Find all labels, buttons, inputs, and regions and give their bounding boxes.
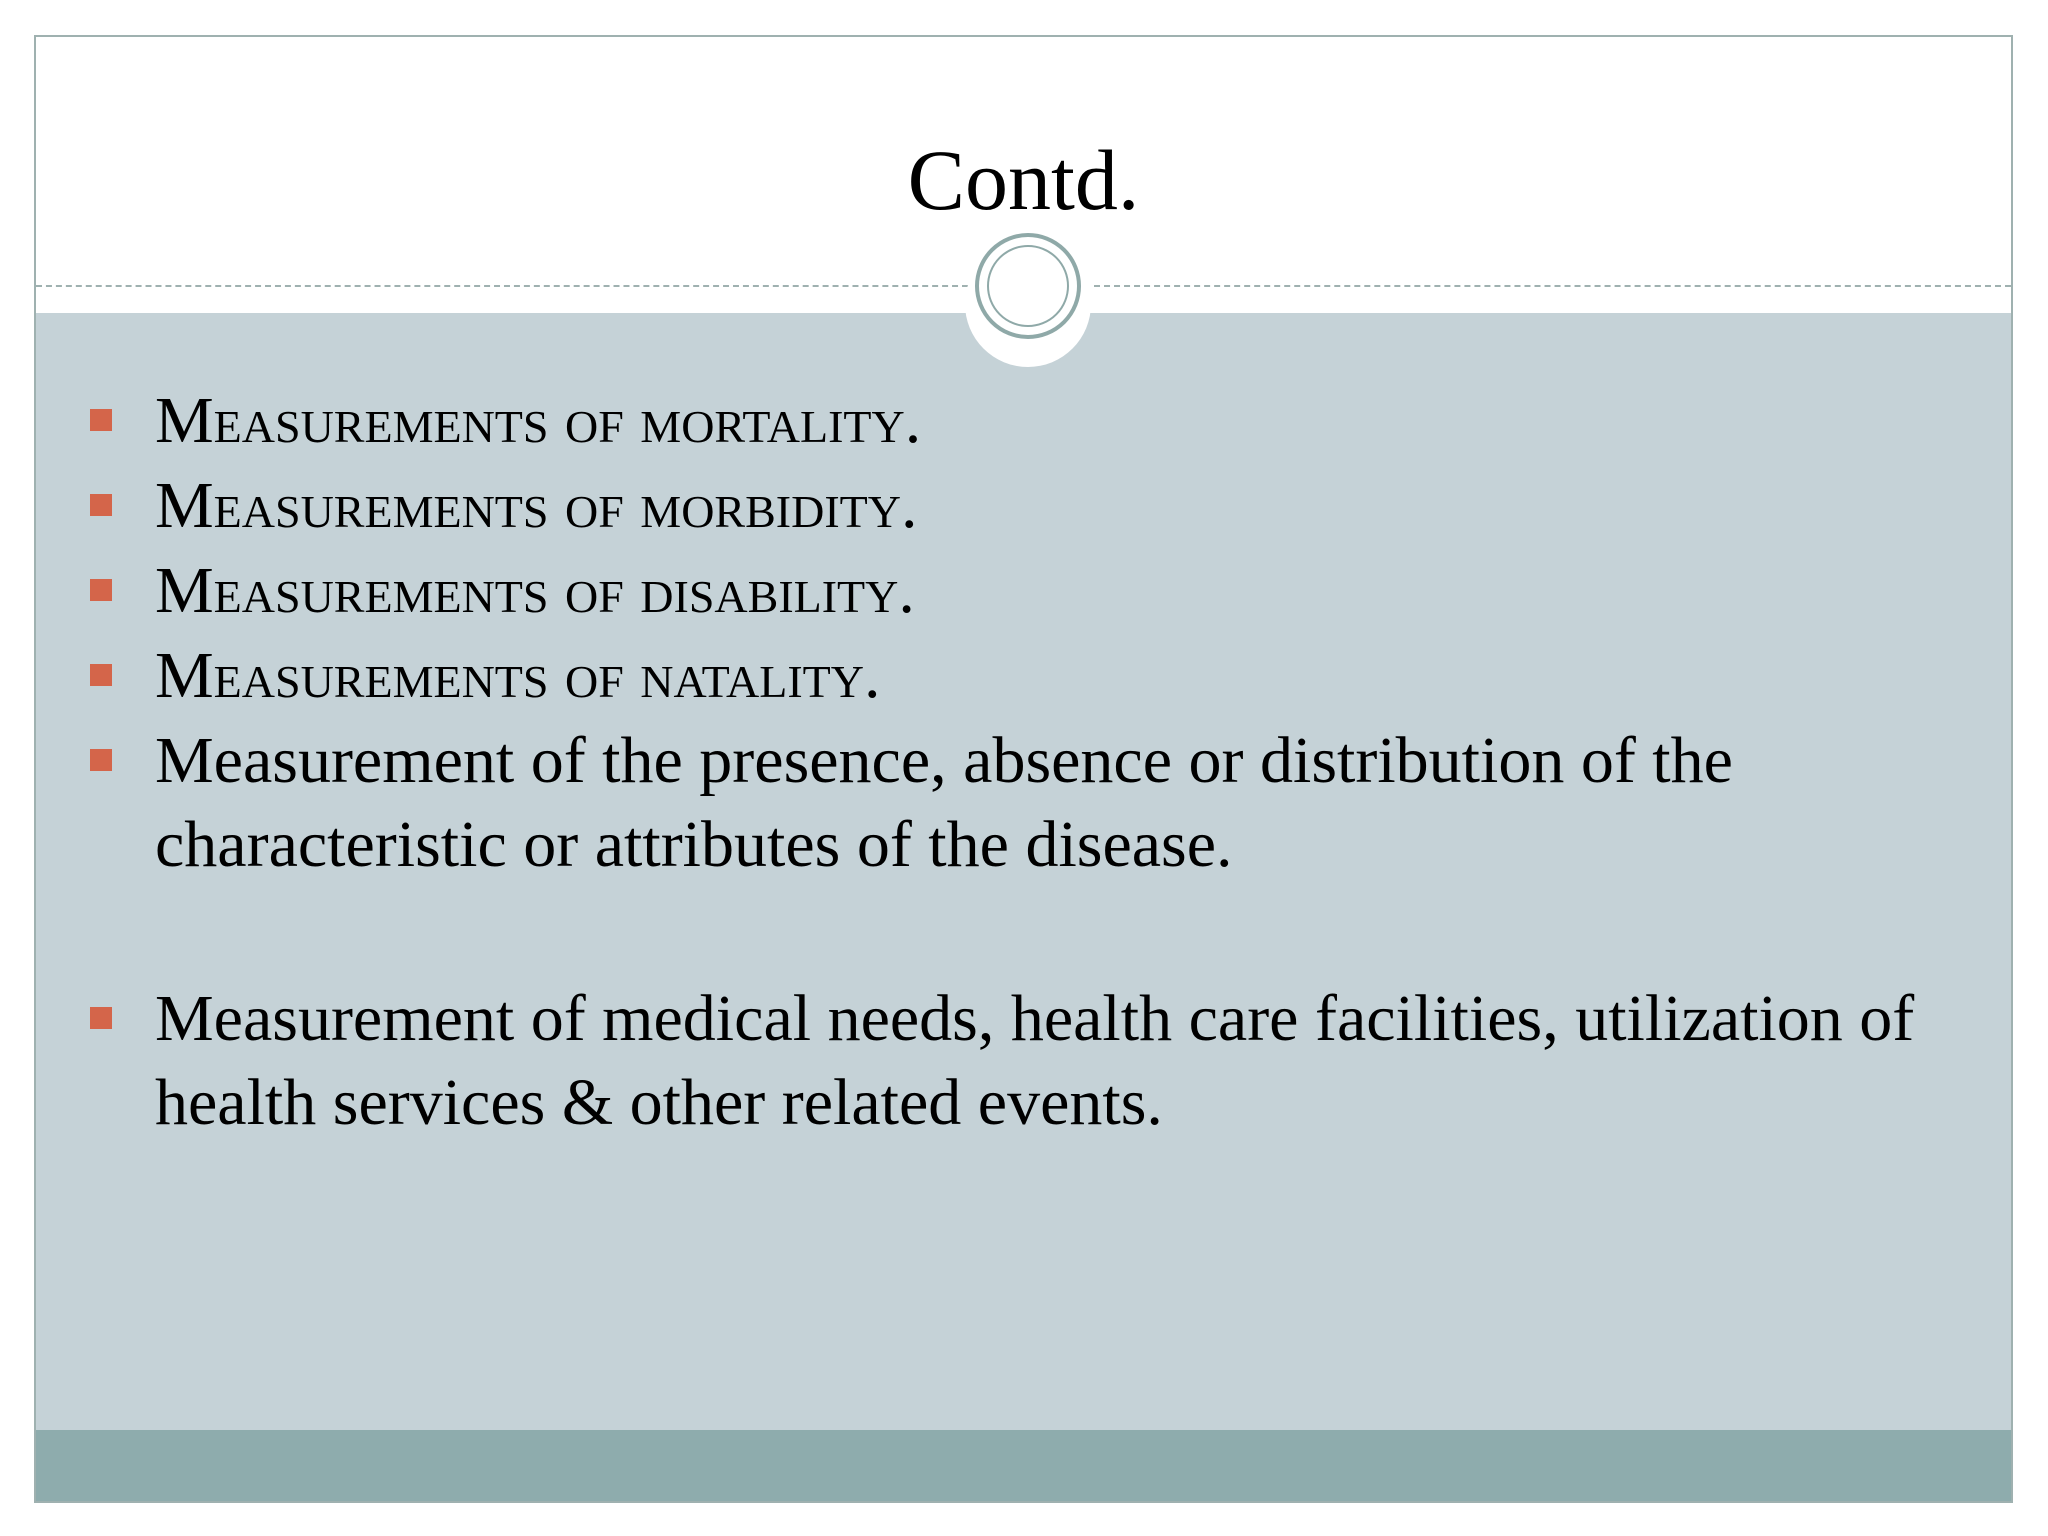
bullet-text: Measurements of disability. [155, 554, 915, 627]
footer-band [36, 1430, 2011, 1501]
title-divider-left [36, 285, 968, 287]
square-bullet-icon [90, 579, 112, 601]
bullet-text: Measurement of the presence, absence or distribution of the characteristic or attributes of the disease. [155, 724, 1733, 881]
square-bullet-icon [90, 1007, 112, 1029]
circle-ornament-inner-ring [987, 245, 1069, 327]
bullet-text: Measurements of natality. [155, 639, 881, 712]
square-bullet-icon [90, 409, 112, 431]
square-bullet-icon [90, 494, 112, 516]
bullet-text: Measurement of medical needs, health care facilities, utilization of health services & other related events. [155, 982, 1915, 1139]
slide [34, 35, 2013, 1503]
bullet-text: Measurements of mortality. [155, 384, 922, 457]
bullet-text: Measurements of morbidity. [155, 469, 918, 542]
square-bullet-icon [90, 749, 112, 771]
circle-ornament-icon [975, 233, 1081, 339]
square-bullet-icon [90, 664, 112, 686]
slide-title: Contd. [907, 132, 1140, 228]
title-divider-right [1094, 285, 2011, 287]
